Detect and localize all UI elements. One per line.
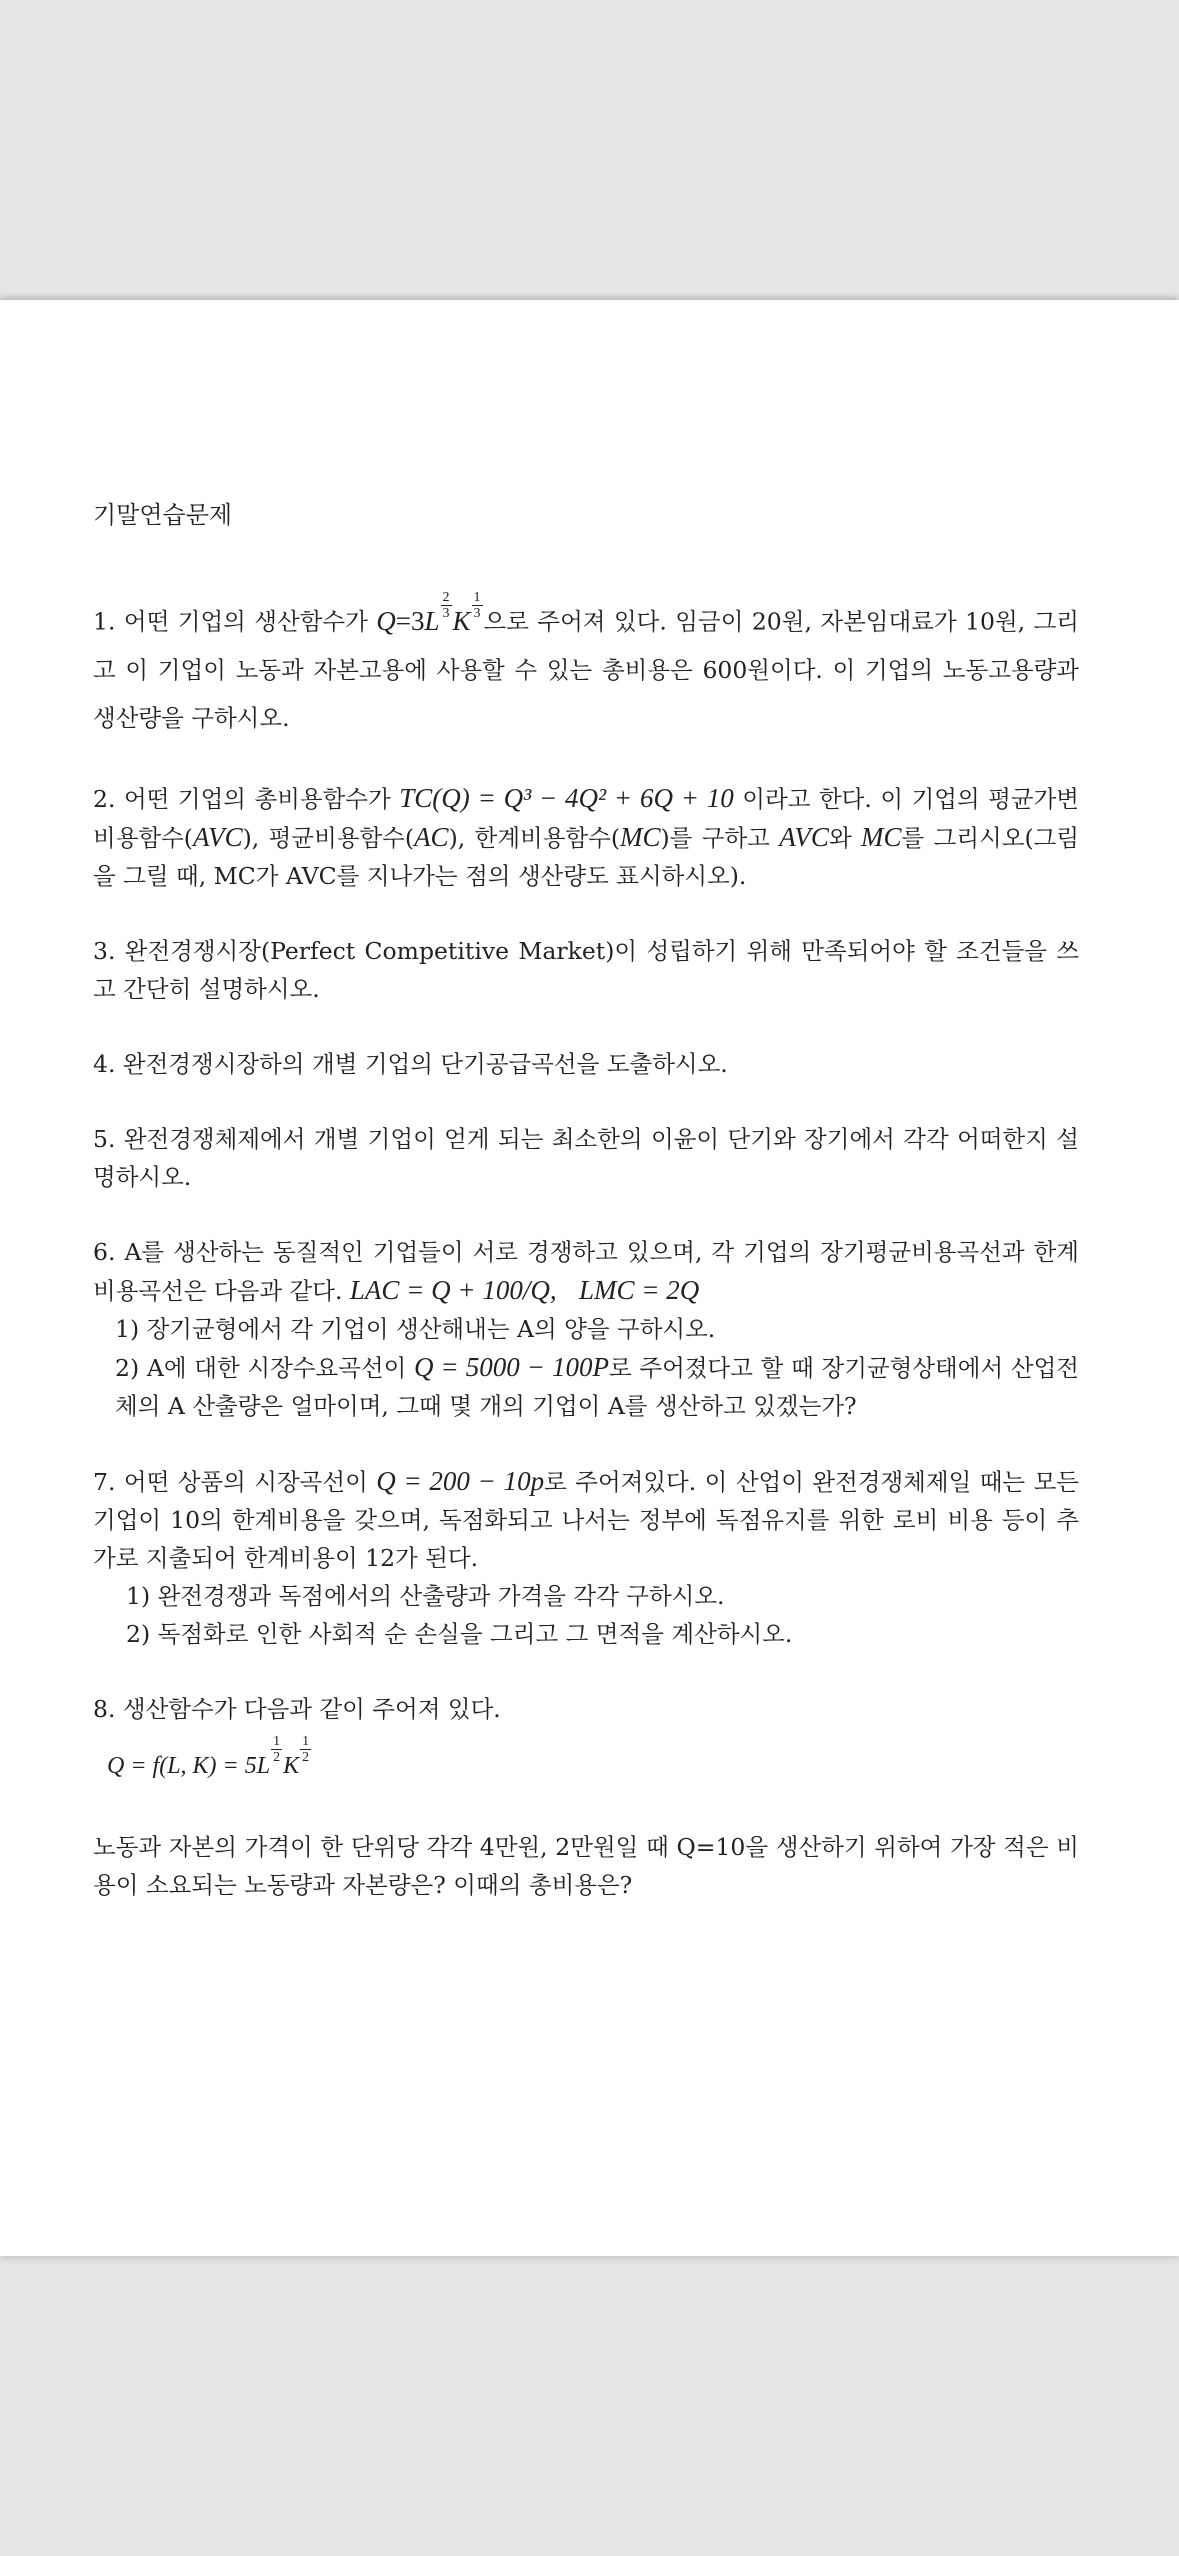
q1-f-K: K [452,605,471,636]
q4-text: 4. 완전경쟁시장하의 개별 기업의 단기공급곡선을 도출하시오. [93,1049,728,1078]
q8-intro: 8. 생산함수가 다음과 같이 주어져 있다. [93,1694,501,1723]
q6-sub-1: 1) 장기균형에서 각 기업이 생산해내는 A의 양을 구하시오. [115,1314,716,1343]
document-title: 기말연습문제 [93,501,233,529]
q2-avc: AVC [192,821,243,852]
q2-mc-2: MC [861,821,902,852]
q1-production-function [376,590,483,636]
question-7 [93,1462,1079,1653]
q2-cost-function: TC(Q) = Q³ − 4Q² + 6Q + 10 [399,782,734,813]
q2-text-post: 를 그리시오(그림을 그릴 때, MC가 AVC를 지나가는 점의 생산량도 표시하시오). [93,823,1080,890]
question-2 [93,779,1079,895]
q7-sub-1: 1) 완전경쟁과 독점에서의 산출량과 가격을 각각 구하시오. [126,1581,725,1610]
q1-exp-K-den: 3 [473,606,481,621]
q8-exponent-K [300,1734,311,1765]
q2-avc-2: AVC [779,821,829,852]
q1-text-pre: 1. 어떤 기업의 생산함수가 [93,607,377,636]
question-3 [93,932,1079,1008]
page-content [93,496,1079,1918]
q8-exponent-L [271,1734,282,1765]
q8-exp-K-num: 1 [302,1733,310,1749]
q1-text-post: 으로 주어져 있다. 임금이 20원, 자본임대료가 10원, 그리고 이 기업이 노동과 자본고용에 사용할 수 있는 총비용은 600원이다. 이 기업의 노동고용량과 생산량을 구하시오. [93,607,1079,732]
q8-production-function [107,1734,1079,1789]
q1-f-L: L [424,605,440,636]
q8-exp-L-num: 1 [273,1733,281,1749]
q1-exponent-L [441,590,452,621]
q3-text: 3. 완전경쟁시장(Perfect Competitive Market)이 성립하기 위해 만족되어야 할 조건들을 쓰고 간단히 설명하시오. [93,936,1079,1003]
q2-text-mid1: 이라고 한다. 이 기업의 평균가변비용함수( [93,784,1079,852]
q1-f-coef: 3 [411,605,425,636]
q2-text-pre: 2. 어떤 기업의 총비용함수가 [93,784,400,813]
q7-text-post: 로 주어져있다. 이 산업이 완전경쟁체제일 때는 모든 기업이 10의 한계비용을 갖으며, 독점화되고 나서는 정부에 독점유지를 위한 로비 비용 등이 추가로 지출되어 한계비용이 12가 된다. [93,1467,1079,1572]
q1-exp-K-num: 1 [473,590,481,605]
q2-text-mid2: ), 평균비용함수( [242,823,415,852]
question-8 [93,1690,1079,1905]
q6-lac-formula: LAC = Q + 100/Q, [349,1274,557,1305]
q1-exp-L-num: 2 [442,590,450,605]
q8-formula [107,1733,312,1780]
q6-sub-2-pre: 2) A에 대한 시장수요곡선이 [115,1353,415,1382]
q8-exp-K-den: 2 [302,1749,310,1765]
question-1 [93,590,1079,742]
q5-text: 5. 완전경쟁체제에서 개별 기업이 얻게 되는 최소한의 이윤이 단기와 장기에서 각각 어떠한지 설명하시오. [93,1124,1079,1191]
q8-question: 노동과 자본의 가격이 한 단위당 각각 4만원, 2만원일 때 Q=10을 생산하기 위하여 가장 적은 비용이 소요되는 노동량과 자본량은? 이때의 총비용은? [93,1833,1079,1900]
q7-text-pre: 7. 어떤 상품의 시장곡선이 [93,1467,377,1496]
q7-market-formula: Q = 200 − 10p [376,1465,545,1496]
q1-f-lhs: Q [376,605,396,636]
q2-text-mid4: )를 구하고 [660,823,780,852]
q6-text-pre: 6. A를 생산하는 동질적인 기업들이 서로 경쟁하고 있으며, 각 기업의 장기평균비용곡선과 한계비용곡선은 다음과 같다. [93,1237,1079,1305]
q6-sub-2-post: 로 주어졌다고 할 때 장기균형상태에서 산업전체의 A 산출량은 얼마이며, 그때 몇 개의 기업이 A를 생산하고 있겠는가? [115,1353,1079,1420]
q2-mc: MC [620,821,661,852]
q2-text-mid3: ), 한계비용함수( [448,823,620,852]
question-5 [93,1120,1079,1196]
document-page [0,300,1179,2256]
q6-lmc-formula: LMC = 2Q [579,1274,700,1305]
q8-f-K: K [283,1753,300,1780]
q1-exponent-K [472,590,483,621]
q2-ac: AC [414,821,449,852]
q6-demand-formula: Q = 5000 − 100P [414,1351,610,1382]
q7-sub-2: 2) 독점화로 인한 사회적 순 손실을 그리고 그 면적을 계산하시오. [126,1619,793,1648]
q2-text-mid5: 와 [828,823,862,852]
q8-exp-L-den: 2 [273,1749,281,1765]
question-4 [93,1045,1079,1083]
question-6 [93,1233,1079,1425]
q8-f-pre: Q = f(L, K) = 5L [107,1753,271,1780]
q1-exp-L-den: 3 [442,606,450,621]
q1-f-eq: = [395,605,411,636]
